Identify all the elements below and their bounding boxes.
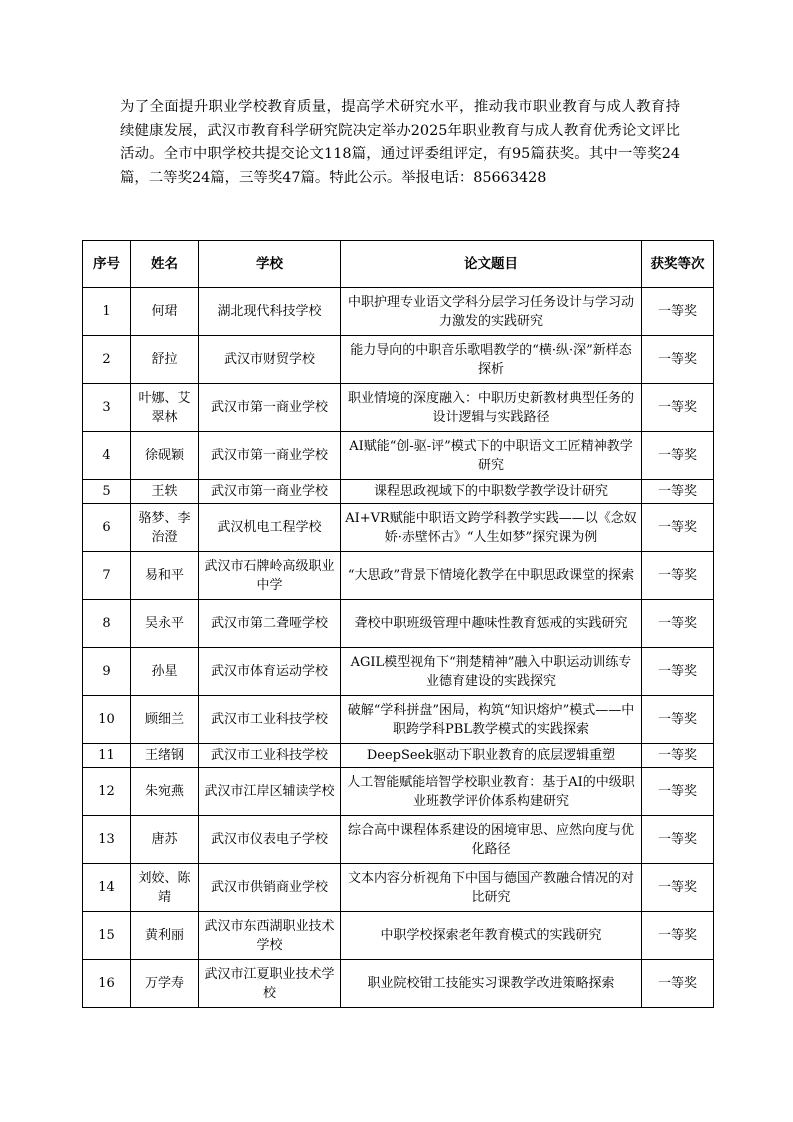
cell-no: 14 xyxy=(83,864,131,912)
table-row xyxy=(83,480,714,504)
cell-award: 一等奖 xyxy=(642,960,714,1008)
cell-name: 刘姣、陈靖 xyxy=(131,864,199,912)
cell-title: 能力导向的中职音乐歌唱教学的“横·纵·深”新样态探析 xyxy=(341,336,642,384)
cell-title: “大思政”背景下情境化教学在中职思政课堂的探索 xyxy=(341,552,642,600)
cell-name: 王轶 xyxy=(131,480,199,504)
table-row xyxy=(83,768,714,816)
cell-award: 一等奖 xyxy=(642,744,714,768)
table-row xyxy=(83,432,714,480)
cell-name: 叶娜、艾翠林 xyxy=(131,384,199,432)
cell-school: 武汉市江岸区辅读学校 xyxy=(199,768,341,816)
cell-name: 万学寿 xyxy=(131,960,199,1008)
cell-school: 武汉市江夏职业技术学校 xyxy=(199,960,341,1008)
cell-name: 易和平 xyxy=(131,552,199,600)
cell-award: 一等奖 xyxy=(642,864,714,912)
cell-no: 15 xyxy=(83,912,131,960)
cell-title: 聋校中职班级管理中趣味性教育惩戒的实践研究 xyxy=(341,600,642,648)
cell-name: 舒拉 xyxy=(131,336,199,384)
award-table xyxy=(82,240,714,1008)
cell-name: 何珺 xyxy=(131,288,199,336)
cell-school: 武汉市第一商业学校 xyxy=(199,432,341,480)
cell-no: 2 xyxy=(83,336,131,384)
cell-school: 武汉市供销商业学校 xyxy=(199,864,341,912)
cell-award: 一等奖 xyxy=(642,480,714,504)
cell-no: 9 xyxy=(83,648,131,696)
table-row xyxy=(83,816,714,864)
cell-no: 13 xyxy=(83,816,131,864)
cell-no: 1 xyxy=(83,288,131,336)
cell-school: 武汉市财贸学校 xyxy=(199,336,341,384)
cell-name: 朱宛燕 xyxy=(131,768,199,816)
table-row xyxy=(83,864,714,912)
cell-award: 一等奖 xyxy=(642,504,714,552)
cell-name: 王绪钢 xyxy=(131,744,199,768)
table-row xyxy=(83,960,714,1008)
cell-title: AI+VR赋能中职语文跨学科教学实践——以《念奴娇·赤壁怀古》“人生如梦”探究课为例 xyxy=(341,504,642,552)
cell-name: 骆梦、李治澄 xyxy=(131,504,199,552)
cell-school: 武汉市工业科技学校 xyxy=(199,744,341,768)
cell-school: 武汉市第二聋哑学校 xyxy=(199,600,341,648)
cell-school: 武汉市第一商业学校 xyxy=(199,480,341,504)
cell-school: 湖北现代科技学校 xyxy=(199,288,341,336)
cell-school: 武汉市东西湖职业技术学校 xyxy=(199,912,341,960)
cell-title: 职业情境的深度融入：中职历史新教材典型任务的设计逻辑与实践路径 xyxy=(341,384,642,432)
cell-award: 一等奖 xyxy=(642,816,714,864)
cell-title: 课程思政视域下的中职数学教学设计研究 xyxy=(341,480,642,504)
cell-title: 文本内容分析视角下中国与德国产教融合情况的对比研究 xyxy=(341,864,642,912)
table-row xyxy=(83,504,714,552)
cell-no: 12 xyxy=(83,768,131,816)
cell-award: 一等奖 xyxy=(642,384,714,432)
cell-name: 顾细兰 xyxy=(131,696,199,744)
cell-school: 武汉市石牌岭高级职业中学 xyxy=(199,552,341,600)
cell-no: 5 xyxy=(83,480,131,504)
cell-school: 武汉市仪表电子学校 xyxy=(199,816,341,864)
cell-award: 一等奖 xyxy=(642,600,714,648)
cell-no: 10 xyxy=(83,696,131,744)
cell-no: 6 xyxy=(83,504,131,552)
cell-name: 吴永平 xyxy=(131,600,199,648)
cell-no: 16 xyxy=(83,960,131,1008)
table-row xyxy=(83,696,714,744)
cell-award: 一等奖 xyxy=(642,768,714,816)
cell-award: 一等奖 xyxy=(642,912,714,960)
cell-award: 一等奖 xyxy=(642,648,714,696)
cell-award: 一等奖 xyxy=(642,696,714,744)
table-header-row xyxy=(83,241,714,288)
cell-title: 人工智能赋能培智学校职业教育：基于AI的中级职业班教学评价体系构建研究 xyxy=(341,768,642,816)
cell-title: AGIL模型视角下“荆楚精神”融入中职运动训练专业德育建设的实践探究 xyxy=(341,648,642,696)
header-title: 论文题目 xyxy=(341,241,642,288)
cell-title: 破解“学科拼盘”困局，构筑“知识熔炉”模式——中职跨学科PBL教学模式的实践探索 xyxy=(341,696,642,744)
cell-award: 一等奖 xyxy=(642,552,714,600)
cell-no: 11 xyxy=(83,744,131,768)
cell-no: 7 xyxy=(83,552,131,600)
cell-school: 武汉市工业科技学校 xyxy=(199,696,341,744)
cell-name: 孙星 xyxy=(131,648,199,696)
cell-school: 武汉市第一商业学校 xyxy=(199,384,341,432)
cell-title: 职业院校钳工技能实习课教学改进策略探索 xyxy=(341,960,642,1008)
cell-title: DeepSeek驱动下职业教育的底层逻辑重塑 xyxy=(341,744,642,768)
header-no: 序号 xyxy=(83,241,131,288)
cell-award: 一等奖 xyxy=(642,432,714,480)
header-award: 获奖等次 xyxy=(642,241,714,288)
cell-title: 中职学校探索老年教育模式的实践研究 xyxy=(341,912,642,960)
cell-name: 黄利丽 xyxy=(131,912,199,960)
cell-no: 8 xyxy=(83,600,131,648)
table-row xyxy=(83,384,714,432)
table-row xyxy=(83,336,714,384)
header-name: 姓名 xyxy=(131,241,199,288)
table-row xyxy=(83,912,714,960)
table-row xyxy=(83,552,714,600)
cell-title: AI赋能“创-驱-评”模式下的中职语文工匠精神教学研究 xyxy=(341,432,642,480)
cell-no: 3 xyxy=(83,384,131,432)
table-row xyxy=(83,600,714,648)
header-school: 学校 xyxy=(199,241,341,288)
cell-title: 中职护理专业语文学科分层学习任务设计与学习动力激发的实践研究 xyxy=(341,288,642,336)
cell-award: 一等奖 xyxy=(642,336,714,384)
table-row xyxy=(83,648,714,696)
cell-no: 4 xyxy=(83,432,131,480)
cell-title: 综合高中课程体系建设的困境审思、应然向度与优化路径 xyxy=(341,816,642,864)
table-body xyxy=(83,288,714,1008)
table-row xyxy=(83,744,714,768)
cell-school: 武汉市体育运动学校 xyxy=(199,648,341,696)
cell-name: 徐砚颖 xyxy=(131,432,199,480)
cell-name: 唐苏 xyxy=(131,816,199,864)
cell-award: 一等奖 xyxy=(642,288,714,336)
intro-paragraph: 为了全面提升职业学校教育质量，提高学术研究水平，推动我市职业教育与成人教育持续健康发展，武汉市教育科学研究院决定举办2025年职业教育与成人教育优秀论文评比活动。全市中职学校共提交论文118篇，通过评委组评定，有95篇获奖。其中一等奖24篇，二等奖24篇，三等奖47篇。特此公示。举报电话：85663428 xyxy=(120,99,680,186)
table-row xyxy=(83,288,714,336)
cell-school: 武汉机电工程学校 xyxy=(199,504,341,552)
